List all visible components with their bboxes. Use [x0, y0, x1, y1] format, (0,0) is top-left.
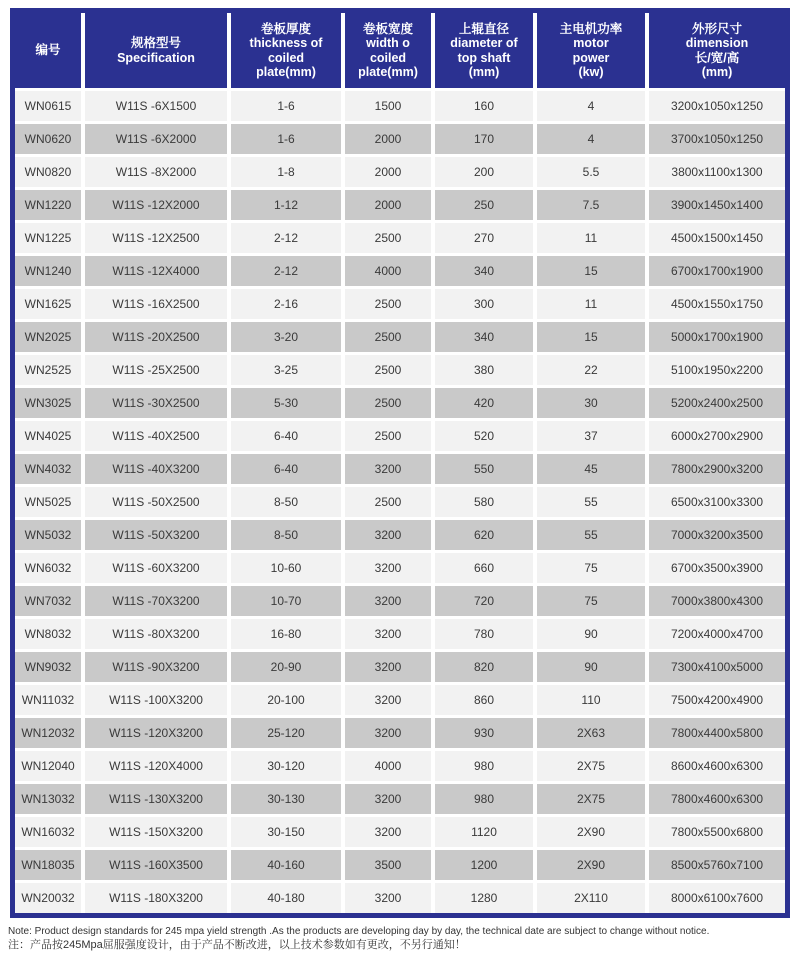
cell-motor-power: 15 — [537, 322, 649, 355]
table-row — [15, 586, 785, 619]
cell-coiled-plate-thickness: 8-50 — [231, 520, 345, 553]
column-header-line: 规格型号 — [130, 36, 181, 50]
cell-top-shaft-diameter: 200 — [435, 157, 537, 190]
cell-dimension: 3800x1100x1300 — [649, 157, 785, 190]
column-header-line: (kw) — [578, 65, 604, 79]
cell-motor-power: 55 — [537, 487, 649, 520]
cell-coiled-plate-width: 2500 — [345, 421, 435, 454]
cell-coiled-plate-width: 3200 — [345, 718, 435, 751]
cell-motor-power: 2X63 — [537, 718, 649, 751]
cell-dimension: 5100x1950x2200 — [649, 355, 785, 388]
cell-coiled-plate-thickness: 25-120 — [231, 718, 345, 751]
cell-code: WN3025 — [15, 388, 85, 421]
cell-coiled-plate-width: 3200 — [345, 586, 435, 619]
column-header-motor-power — [537, 13, 649, 91]
column-header-line: (mm) — [701, 65, 733, 79]
column-header-line: motor — [573, 36, 609, 50]
table-row — [15, 751, 785, 784]
table-row — [15, 454, 785, 487]
cell-dimension: 7200x4000x4700 — [649, 619, 785, 652]
cell-code: WN6032 — [15, 553, 85, 586]
cell-coiled-plate-thickness: 30-150 — [231, 817, 345, 850]
cell-coiled-plate-thickness: 6-40 — [231, 454, 345, 487]
cell-top-shaft-diameter: 160 — [435, 91, 537, 124]
table-row — [15, 355, 785, 388]
cell-top-shaft-diameter: 660 — [435, 553, 537, 586]
table-row — [15, 256, 785, 289]
column-header-line: 卷板宽度 — [362, 21, 413, 36]
column-header-line: diameter of — [450, 36, 518, 50]
table-row — [15, 421, 785, 454]
cell-coiled-plate-width: 2500 — [345, 355, 435, 388]
cell-code: WN11032 — [15, 685, 85, 718]
cell-coiled-plate-width: 2500 — [345, 322, 435, 355]
table-row — [15, 190, 785, 223]
cell-coiled-plate-width: 3200 — [345, 553, 435, 586]
cell-top-shaft-diameter: 420 — [435, 388, 537, 421]
cell-top-shaft-diameter: 930 — [435, 718, 537, 751]
cell-motor-power: 2X110 — [537, 883, 649, 913]
cell-coiled-plate-thickness: 1-8 — [231, 157, 345, 190]
table-header — [15, 13, 785, 91]
cell-specification: W11S -180X3200 — [85, 883, 231, 913]
cell-coiled-plate-width: 2500 — [345, 223, 435, 256]
cell-coiled-plate-thickness: 1-6 — [231, 124, 345, 157]
column-header-coiled-plate-thickness — [231, 13, 345, 91]
cell-dimension: 7800x4400x5800 — [649, 718, 785, 751]
column-header-line: 主电机功率 — [559, 21, 623, 36]
table-row — [15, 487, 785, 520]
cell-specification: W11S -40X2500 — [85, 421, 231, 454]
cell-specification: W11S -130X3200 — [85, 784, 231, 817]
cell-code: WN20032 — [15, 883, 85, 913]
cell-coiled-plate-width: 4000 — [345, 751, 435, 784]
cell-coiled-plate-thickness: 30-120 — [231, 751, 345, 784]
cell-specification: W11S -40X3200 — [85, 454, 231, 487]
cell-top-shaft-diameter: 550 — [435, 454, 537, 487]
note-chinese: 注：产品按245Mpa屈服强度设计，由于产品不断改进，以上技术参数如有更改，不另行通知！ — [8, 939, 466, 951]
table-row — [15, 784, 785, 817]
cell-specification: W11S -120X4000 — [85, 751, 231, 784]
cell-top-shaft-diameter: 780 — [435, 619, 537, 652]
cell-code: WN13032 — [15, 784, 85, 817]
cell-dimension: 6500x3100x3300 — [649, 487, 785, 520]
cell-code: WN2525 — [15, 355, 85, 388]
column-header-top-shaft-diameter — [435, 13, 537, 91]
cell-code: WN4025 — [15, 421, 85, 454]
column-header-line: 编号 — [35, 43, 61, 58]
cell-coiled-plate-thickness: 20-100 — [231, 685, 345, 718]
cell-code: WN1240 — [15, 256, 85, 289]
table-row — [15, 223, 785, 256]
cell-code: WN0820 — [15, 157, 85, 190]
table-row — [15, 520, 785, 553]
cell-motor-power: 110 — [537, 685, 649, 718]
cell-motor-power: 75 — [537, 553, 649, 586]
cell-dimension: 8500x5760x7100 — [649, 850, 785, 883]
table-row — [15, 553, 785, 586]
cell-specification: W11S -25X2500 — [85, 355, 231, 388]
cell-motor-power: 2X90 — [537, 850, 649, 883]
cell-coiled-plate-width: 2500 — [345, 289, 435, 322]
cell-coiled-plate-thickness: 20-90 — [231, 652, 345, 685]
column-header-specification — [85, 13, 231, 91]
cell-code: WN2025 — [15, 322, 85, 355]
cell-code: WN9032 — [15, 652, 85, 685]
cell-motor-power: 30 — [537, 388, 649, 421]
column-header-line: plate(mm) — [358, 65, 418, 79]
column-header-line: 卷板厚度 — [260, 21, 311, 36]
cell-dimension: 8000x6100x7600 — [649, 883, 785, 913]
cell-dimension: 7000x3800x4300 — [649, 586, 785, 619]
table-row — [15, 619, 785, 652]
cell-coiled-plate-width: 1500 — [345, 91, 435, 124]
cell-specification: W11S -8X2000 — [85, 157, 231, 190]
cell-coiled-plate-thickness: 5-30 — [231, 388, 345, 421]
specification-table — [15, 13, 785, 913]
table-row — [15, 850, 785, 883]
cell-coiled-plate-thickness: 2-16 — [231, 289, 345, 322]
cell-specification: W11S -20X2500 — [85, 322, 231, 355]
column-header-line: 外形尺寸 — [691, 21, 742, 36]
cell-motor-power: 11 — [537, 289, 649, 322]
column-header-dimension — [649, 13, 785, 91]
table-row — [15, 388, 785, 421]
cell-code: WN1220 — [15, 190, 85, 223]
column-header-line: power — [572, 50, 610, 65]
table-row — [15, 91, 785, 124]
cell-specification: W11S -80X3200 — [85, 619, 231, 652]
cell-top-shaft-diameter: 820 — [435, 652, 537, 685]
cell-coiled-plate-width: 3200 — [345, 619, 435, 652]
column-header-line: width o — [366, 36, 410, 50]
cell-top-shaft-diameter: 980 — [435, 751, 537, 784]
column-header-line: Specification — [117, 50, 195, 65]
cell-dimension: 5000x1700x1900 — [649, 322, 785, 355]
cell-code: WN0615 — [15, 91, 85, 124]
cell-top-shaft-diameter: 270 — [435, 223, 537, 256]
cell-code: WN12040 — [15, 751, 85, 784]
cell-coiled-plate-thickness: 40-180 — [231, 883, 345, 913]
cell-code: WN1225 — [15, 223, 85, 256]
cell-dimension: 6700x1700x1900 — [649, 256, 785, 289]
table-row — [15, 322, 785, 355]
cell-coiled-plate-width: 3200 — [345, 784, 435, 817]
column-header-coiled-plate-width — [345, 13, 435, 91]
table-row — [15, 289, 785, 322]
cell-motor-power: 90 — [537, 619, 649, 652]
cell-top-shaft-diameter: 170 — [435, 124, 537, 157]
table-row — [15, 685, 785, 718]
cell-coiled-plate-width: 2500 — [345, 388, 435, 421]
column-header-line: top shaft — [457, 50, 511, 65]
cell-motor-power: 37 — [537, 421, 649, 454]
cell-dimension: 4500x1550x1750 — [649, 289, 785, 322]
cell-motor-power: 45 — [537, 454, 649, 487]
cell-dimension: 4500x1500x1450 — [649, 223, 785, 256]
column-header-line: coiled — [267, 50, 305, 65]
cell-dimension: 7500x4200x4900 — [649, 685, 785, 718]
cell-code: WN18035 — [15, 850, 85, 883]
cell-specification: W11S -60X3200 — [85, 553, 231, 586]
cell-coiled-plate-width: 2000 — [345, 190, 435, 223]
cell-specification: W11S -160X3500 — [85, 850, 231, 883]
column-header-line: thickness of — [249, 36, 323, 50]
cell-motor-power: 4 — [537, 124, 649, 157]
cell-specification: W11S -50X3200 — [85, 520, 231, 553]
cell-top-shaft-diameter: 250 — [435, 190, 537, 223]
cell-motor-power: 75 — [537, 586, 649, 619]
cell-code: WN16032 — [15, 817, 85, 850]
cell-motor-power: 7.5 — [537, 190, 649, 223]
cell-top-shaft-diameter: 1120 — [435, 817, 537, 850]
cell-dimension: 7800x2900x3200 — [649, 454, 785, 487]
cell-motor-power: 2X75 — [537, 751, 649, 784]
cell-specification: W11S -16X2500 — [85, 289, 231, 322]
cell-coiled-plate-width: 2500 — [345, 487, 435, 520]
cell-code: WN12032 — [15, 718, 85, 751]
cell-code: WN5032 — [15, 520, 85, 553]
cell-coiled-plate-thickness: 3-25 — [231, 355, 345, 388]
cell-motor-power: 5.5 — [537, 157, 649, 190]
cell-motor-power: 55 — [537, 520, 649, 553]
cell-specification: W11S -150X3200 — [85, 817, 231, 850]
cell-top-shaft-diameter: 300 — [435, 289, 537, 322]
cell-code: WN5025 — [15, 487, 85, 520]
cell-specification: W11S -90X3200 — [85, 652, 231, 685]
cell-motor-power: 11 — [537, 223, 649, 256]
cell-coiled-plate-width: 3500 — [345, 850, 435, 883]
cell-coiled-plate-thickness: 1-6 — [231, 91, 345, 124]
cell-dimension: 7800x4600x6300 — [649, 784, 785, 817]
column-header-code — [15, 13, 85, 91]
cell-coiled-plate-thickness: 8-50 — [231, 487, 345, 520]
cell-coiled-plate-width: 3200 — [345, 454, 435, 487]
cell-motor-power: 2X90 — [537, 817, 649, 850]
cell-coiled-plate-width: 3200 — [345, 652, 435, 685]
cell-coiled-plate-width: 3200 — [345, 520, 435, 553]
column-header-line: 上辊直径 — [458, 21, 509, 36]
cell-specification: W11S -6X2000 — [85, 124, 231, 157]
cell-top-shaft-diameter: 580 — [435, 487, 537, 520]
cell-motor-power: 22 — [537, 355, 649, 388]
cell-coiled-plate-width: 4000 — [345, 256, 435, 289]
column-header-line: 长/宽/高 — [694, 50, 740, 65]
cell-dimension: 3900x1450x1400 — [649, 190, 785, 223]
cell-top-shaft-diameter: 520 — [435, 421, 537, 454]
header-row — [15, 13, 785, 91]
cell-top-shaft-diameter: 980 — [435, 784, 537, 817]
cell-top-shaft-diameter: 620 — [435, 520, 537, 553]
cell-coiled-plate-thickness: 30-130 — [231, 784, 345, 817]
cell-dimension: 8600x4600x6300 — [649, 751, 785, 784]
table-row — [15, 718, 785, 751]
cell-motor-power: 15 — [537, 256, 649, 289]
cell-top-shaft-diameter: 1200 — [435, 850, 537, 883]
cell-code: WN7032 — [15, 586, 85, 619]
table-row — [15, 652, 785, 685]
cell-coiled-plate-thickness: 1-12 — [231, 190, 345, 223]
cell-specification: W11S -70X3200 — [85, 586, 231, 619]
table-row — [15, 124, 785, 157]
cell-coiled-plate-width: 3200 — [345, 817, 435, 850]
cell-dimension: 7300x4100x5000 — [649, 652, 785, 685]
cell-code: WN8032 — [15, 619, 85, 652]
table-body — [15, 91, 785, 913]
cell-top-shaft-diameter: 860 — [435, 685, 537, 718]
cell-motor-power: 90 — [537, 652, 649, 685]
cell-specification: W11S -6X1500 — [85, 91, 231, 124]
cell-coiled-plate-thickness: 40-160 — [231, 850, 345, 883]
cell-coiled-plate-thickness: 3-20 — [231, 322, 345, 355]
cell-coiled-plate-thickness: 6-40 — [231, 421, 345, 454]
specification-table-frame — [10, 8, 790, 918]
column-header-line: (mm) — [468, 65, 500, 79]
cell-dimension: 5200x2400x2500 — [649, 388, 785, 421]
cell-motor-power: 4 — [537, 91, 649, 124]
cell-code: WN4032 — [15, 454, 85, 487]
cell-coiled-plate-width: 2000 — [345, 157, 435, 190]
cell-dimension: 3700x1050x1250 — [649, 124, 785, 157]
cell-coiled-plate-thickness: 16-80 — [231, 619, 345, 652]
cell-dimension: 6000x2700x2900 — [649, 421, 785, 454]
column-header-line: dimension — [685, 36, 749, 50]
cell-specification: W11S -50X2500 — [85, 487, 231, 520]
cell-top-shaft-diameter: 1280 — [435, 883, 537, 913]
cell-coiled-plate-thickness: 2-12 — [231, 223, 345, 256]
cell-specification: W11S -12X2000 — [85, 190, 231, 223]
table-row — [15, 883, 785, 913]
column-header-line: coiled — [369, 50, 407, 65]
cell-specification: W11S -120X3200 — [85, 718, 231, 751]
cell-dimension: 3200x1050x1250 — [649, 91, 785, 124]
cell-dimension: 7800x5500x6800 — [649, 817, 785, 850]
cell-top-shaft-diameter: 720 — [435, 586, 537, 619]
cell-specification: W11S -12X2500 — [85, 223, 231, 256]
cell-specification: W11S -12X4000 — [85, 256, 231, 289]
column-header-line: plate(mm) — [256, 65, 316, 79]
cell-coiled-plate-width: 2000 — [345, 124, 435, 157]
cell-coiled-plate-thickness: 10-60 — [231, 553, 345, 586]
cell-code: WN0620 — [15, 124, 85, 157]
table-row — [15, 157, 785, 190]
cell-top-shaft-diameter: 340 — [435, 322, 537, 355]
cell-specification: W11S -100X3200 — [85, 685, 231, 718]
cell-dimension: 6700x3500x3900 — [649, 553, 785, 586]
cell-coiled-plate-thickness: 10-70 — [231, 586, 345, 619]
cell-coiled-plate-width: 3200 — [345, 883, 435, 913]
cell-code: WN1625 — [15, 289, 85, 322]
cell-top-shaft-diameter: 340 — [435, 256, 537, 289]
cell-coiled-plate-thickness: 2-12 — [231, 256, 345, 289]
table-row — [15, 817, 785, 850]
cell-dimension: 7000x3200x3500 — [649, 520, 785, 553]
cell-top-shaft-diameter: 380 — [435, 355, 537, 388]
cell-specification: W11S -30X2500 — [85, 388, 231, 421]
cell-motor-power: 2X75 — [537, 784, 649, 817]
note-english: Note: Product design standards for 245 mpa yield strength .As the products are developing day by day, the technical date are subject to change without notice. — [8, 926, 710, 937]
footer-notes — [8, 925, 794, 952]
cell-coiled-plate-width: 3200 — [345, 685, 435, 718]
